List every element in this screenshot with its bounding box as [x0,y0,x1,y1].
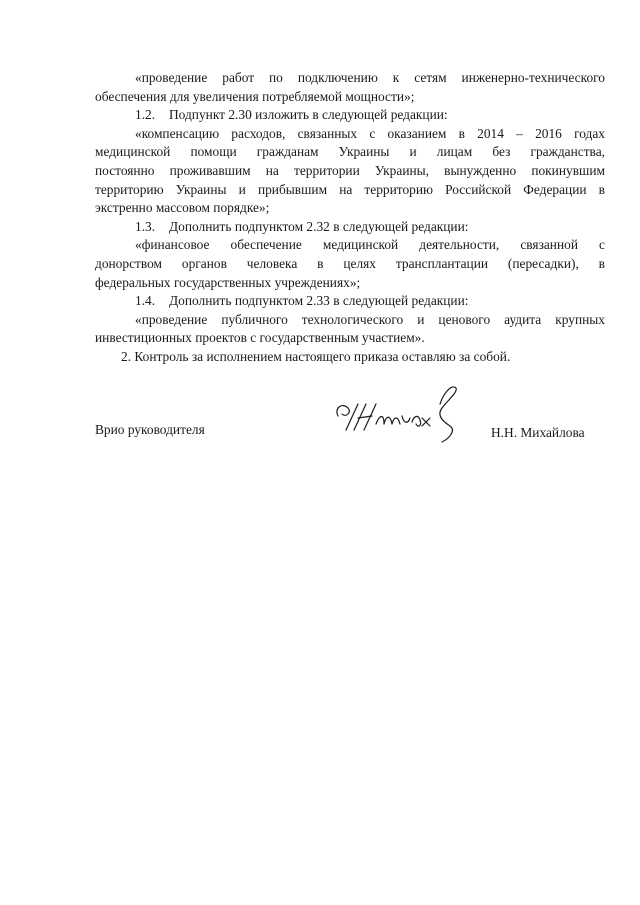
signatory-role: Врио руководителя [95,422,205,437]
item-2-control [95,348,605,367]
text-line: «проведение публичного технологического и ценового аудита крупных [135,311,605,327]
document-body [95,69,605,367]
text-line: инвестиционных проектов с государственным участием». [95,330,425,346]
text-line: «компенсацию расходов, связанных с оказанием в 2014 – 2016 годах [135,125,605,141]
item-number: 1.4. [135,293,156,309]
paragraph-2-30 [95,125,605,218]
item-text: 2. Контроль за исполнением настоящего приказа оставляю за собой. [121,348,511,364]
paragraph-2-33 [95,311,605,348]
paragraph-2-29-tail [95,69,605,106]
text-line: постоянно проживавшим на территории Украины, вынужденно покинувшим [95,162,605,178]
item-text: Дополнить подпунктом 2.33 в следующей редакции: [169,293,469,309]
item-number: 1.2. [135,107,156,123]
item-1-4 [95,292,605,311]
item-number: 1.3. [135,218,156,234]
text-line: медицинской помощи гражданам Украины и лицам без гражданства, [95,144,605,160]
item-1-3 [95,218,605,237]
text-line: «проведение работ по подключению к сетям инженерно-технического [135,70,605,85]
handwritten-signature [332,378,462,448]
item-text: Дополнить подпунктом 2.32 в следующей редакции: [169,218,469,234]
text-line: «финансовое обеспечение медицинской деятельности, связанной с [135,237,605,253]
paragraph-2-32 [95,236,605,292]
text-line: территорию Украины и прибывшим на территорию Российской Федерации в [95,181,605,197]
text-line: федеральных государственных учреждениях»; [95,274,361,290]
text-line: донорством органов человека в целях трансплантации (пересадки), в [95,255,605,271]
text-line: экстренно массовом порядке»; [95,200,270,216]
item-1-2 [95,106,605,125]
item-text: Подпункт 2.30 изложить в следующей редакции: [169,107,448,123]
text-line: обеспечения для увеличения потребляемой мощности»; [95,88,415,104]
signatory-name: Н.Н. Михайлова [491,425,585,440]
